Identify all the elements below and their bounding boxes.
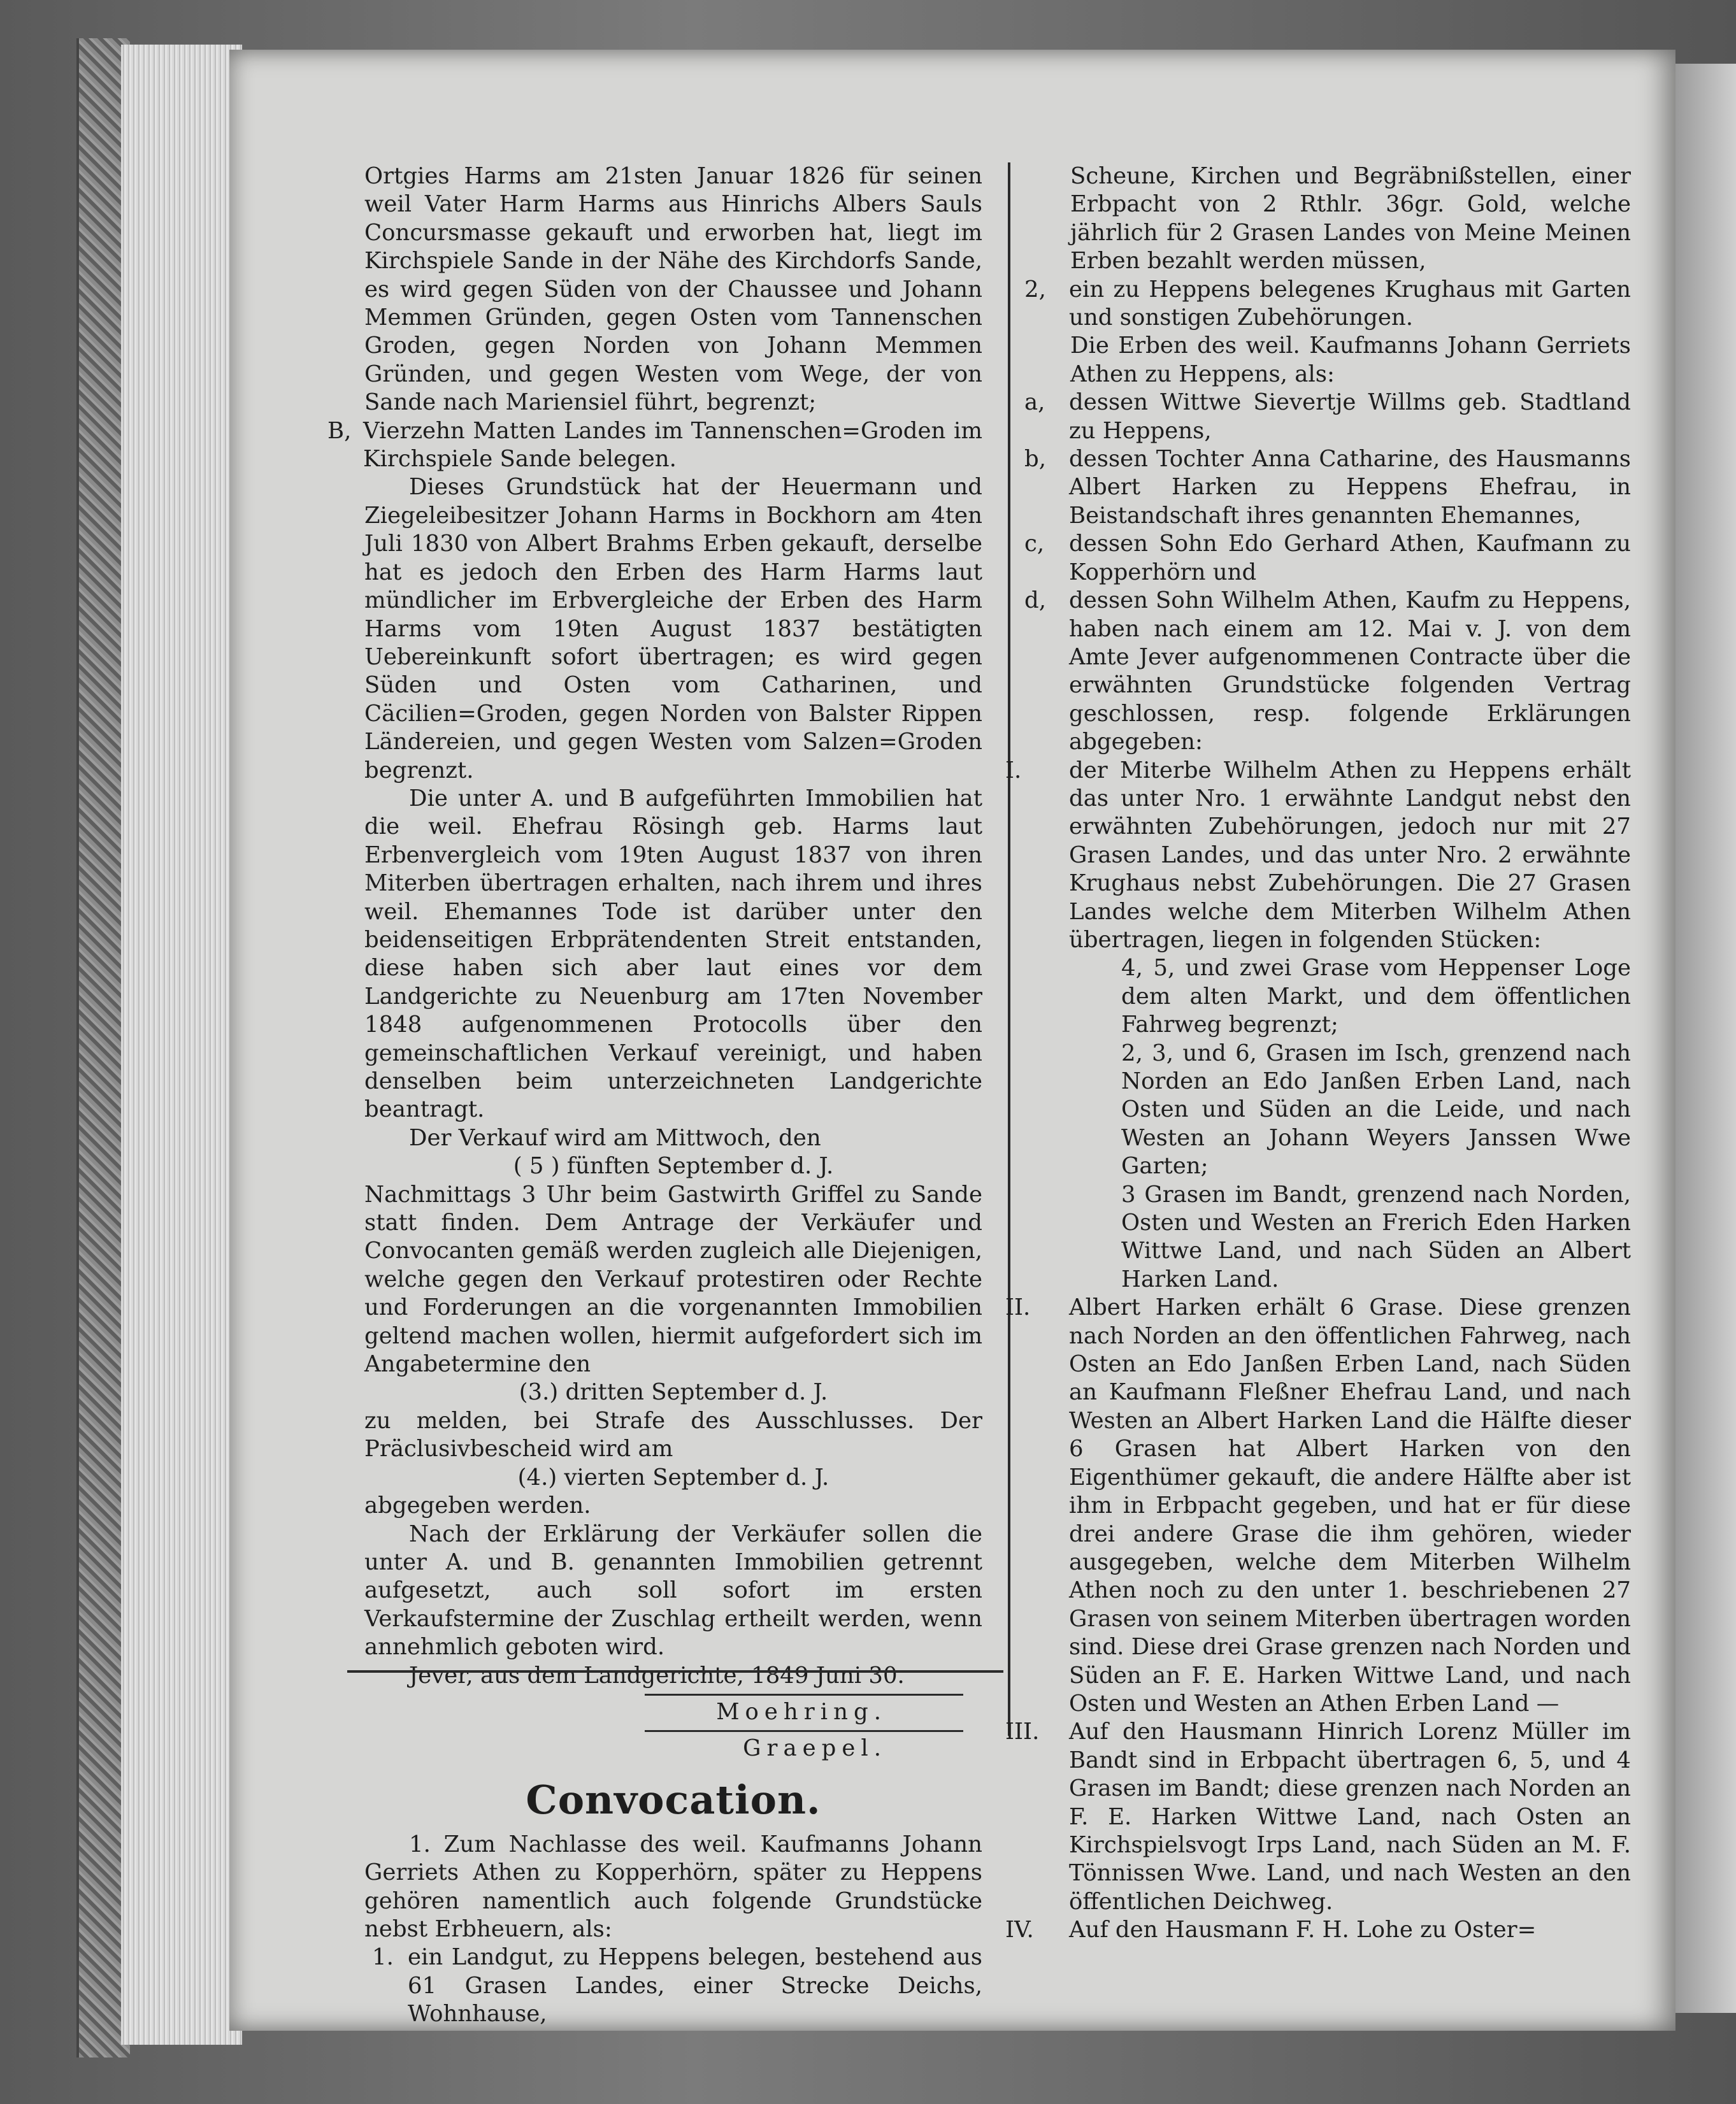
paragraph-aufforderung: Nachmittags 3 Uhr beim Gastwirth Griffel zu Sande statt finden. Dem Antrage der Verkäufer und Convocanten gemäß werden zugleich alle Diejenigen, welche gegen den Verkauf protestiren oder Rechte und Forderungen an die vorgenannten Immobilien geltend machen wollen, hiermit aufgefordert sich im Angabetermine den (364, 1181, 982, 1378)
item-text: dessen Sohn Edo Gerhard Athen, Kaufmann zu Kopperhörn und (1069, 531, 1631, 585)
item-landgut (364, 1943, 982, 2028)
sub-item-3: 3 Grasen im Bandt, grenzend nach Norden, Osten und Westen an Frerich Eden Harken Wittwe Land, und nach Süden an Albert Harken Land. (1121, 1181, 1631, 1292)
paragraph-abgegeben: abgegeben werden. (364, 1492, 591, 1519)
item-text: dessen Sohn Wilhelm Athen, Kaufm zu Heppens, haben nach einem am 12. Mai v. J. von dem Amte Jever aufgenommenen Contracte über die erwähnten Grundstücke folgenden Vertrag geschlossen, resp. folgende Erklärungen abgegeben: (1069, 587, 1631, 755)
next-page-edge (1675, 64, 1736, 2013)
signature-graepel: Graepel. (743, 1735, 887, 1762)
item-text: Albert Harken erhält 6 Grase. Diese grenzen nach Norden an den öffentlichen Fahrweg, nach Osten an Edo Janßen Erben Land, nach Süden an Kaufmann Fleßner Ehefrau Land, und nach Westen an Albert Harken Land die Hälfte dieser 6 Grasen hat Albert Harken von den Eigenthümer gekauft, die andere Hälfte aber ist ihm in Erbpacht gegeben, und hat er für diese drei andere Grase die ihm gehören, wieder ausgegeben, welche dem Miterben Wilhelm Athen noch zu den unter 1. beschriebenen 27 Grasen von seinem Miterben übertragen worden sind. Diese drei Grase grenzen nach Norden und Süden an F. E. Harken Wittwe Land, und nach Osten und Westen an Athen Erben Land — (1069, 1294, 1631, 1717)
item-b (327, 417, 982, 474)
item-text: der Miterbe Wilhelm Athen zu Heppens erhält das unter Nro. 1 erwähnte Landgut nebst den erwähnten Zubehörungen, jedoch nur mit 27 Grasen Landes, und das unter Nro. 2 erwähnte Krughaus nebst Zubehörungen. Die 27 Grasen Landes welche dem Miterben Wilhelm Athen übertragen, liegen in folgenden Stücken: (1069, 757, 1631, 953)
item-text: ein Landgut, zu Heppens belegen, bestehend aus 61 Grasen Landes, einer Strecke Deichs, Wohnhause, (408, 1944, 982, 2028)
paragraph-scheune: Scheune, Kirchen und Begräbnißstellen, einer Erbpacht von 2 Rthlr. 36gr. Gold, welche jährlich für 2 Grasen Landes von Meine Meinen Erben bezahlt werden müssen, (1070, 163, 1631, 275)
item-text: Auf den Hausmann Hinrich Lorenz Müller im Bandt sind in Erbpacht übertragen 6, 5, und 4 Grasen im Bandt; diese grenzen nach Norden an F. E. Harken Wittwe Land, nach Osten an Kirchspielsvogt Irps Land, nach Süden an M. F. Tönnissen Wwe. Land, und nach Westen an den öffentlichen Deichweg. (1069, 1719, 1631, 1915)
item-2 (1024, 276, 1631, 333)
paragraph-erklaerung: Nach der Erklärung der Verkäufer sollen die unter A. und B. genannten Immobilien getrennt aufgesetzt, auch soll sofort im ersten Verkaufstermine der Zuschlag ertheilt werden, wenn annehmlich geboten wird. (364, 1521, 982, 1661)
sub-item-1: 4, 5, und zwei Grase vom Heppenser Loge dem alten Markt, und dem öffentlichen Fahrweg begrenzt; (1121, 955, 1631, 1038)
right-column (1005, 162, 1631, 1945)
item-label: 1. (372, 1944, 394, 1971)
item-label: b, (1024, 446, 1047, 473)
date-verkauf: ( 5 ) fünften September d. J. (513, 1153, 834, 1180)
item-label: a, (1024, 389, 1045, 416)
item-label: II. (1005, 1294, 1031, 1321)
item-roman-I (1005, 757, 1631, 955)
paragraph-grundstueck-b: Dieses Grundstück hat der Heuermann und Ziegeleibesitzer Johann Harms in Bockhorn am 4ten Juli 1830 von Albert Brahms Erben gekauft, derselbe hat es jedoch den Erben des Harm Harms laut mündlicher im Erbvergleiche der Erben des Harm Harms vom 19ten August 1837 bestätigten Uebereinkunft sofort übertragen; es wird gegen Süden und Osten vom Catharinen, und Cäcilien=Groden, gegen Norden von Balster Rippen Ländereien, und gegen Westen vom Salzen=Groden begrenzt. (364, 474, 982, 784)
item-text: Auf den Hausmann F. H. Lohe zu Oster= (1069, 1917, 1537, 1943)
paragraph-verkauf: Der Verkauf wird am Mittwoch, den (409, 1124, 821, 1151)
signature-rule (645, 1730, 963, 1732)
item-roman-II (1005, 1294, 1631, 1718)
item-label: 2, (1024, 276, 1046, 303)
item-c (1024, 530, 1631, 587)
item-label: B, (327, 417, 352, 444)
paragraph-grundstueck-a: Ortgies Harms am 21sten Januar 1826 für seinen weil Vater Harm Harms aus Hinrichs Albers Sauls Concursmasse gekauft und erworben hat, liegt im Kirchspiele Sande in der Nähe des Kirchdorfs Sande, es wird gegen Süden von der Chaussee und Johann Memmen Gründen, gegen Osten vom Tannenschen Groden, gegen Norden von Johann Memmen Gründen, und gegen Westen vom Wege, der von Sande nach Mariensiel führt, begrenzt; (364, 163, 982, 416)
paragraph-erbvergleich: Die unter A. und B aufgeführten Immobilien hat die weil. Ehefrau Rösingh geb. Harms laut Erbenvergleich vom 19ten August 1837 von ihren Miterben übertragen erhalten, nach ihrem und ihres weil. Ehemannes Tode ist darüber unter den beidenseitigen Erbprätendenten Streit entstanden, diese haben sich aber laut eines vor dem Landgerichte zu Neuenburg am 17ten November 1848 aufgenommenen Protocolls über den gemeinschaftlichen Verkauf vereinigt, und haben denselben beim unterzeichneten Landgerichte beantragt. (364, 785, 982, 1123)
section-heading-convocation: Convocation. (526, 1776, 821, 1823)
page-stack-edge (121, 45, 242, 2045)
paragraph-convocation-1: 1. Zum Nachlasse des weil. Kaufmanns Johann Gerriets Athen zu Kopperhörn, später zu Heppens gehören namentlich auch folgende Grundstücke nebst Erbheuern, als: (364, 1831, 982, 1942)
date-bescheid: (4.) vierten September d. J. (517, 1464, 829, 1491)
heading-top-rule (347, 1670, 1003, 1673)
sub-item-2: 2, 3, und 6, Grasen im Isch, grenzend nach Norden an Edo Janßen Erben Land, nach Osten und Süden an die Leide, und nach Westen an Johann Weyers Janssen Wwe Garten; (1121, 1040, 1631, 1180)
item-roman-IV (1005, 1916, 1631, 1944)
signature-moehring: Moehring. (716, 1698, 887, 1725)
item-text: dessen Wittwe Sievertje Willms geb. Stadtland zu Heppens, (1069, 389, 1631, 444)
item-a (1024, 389, 1631, 445)
date-angabetermin: (3.) dritten September d. J. (519, 1379, 828, 1406)
item-d (1024, 587, 1631, 756)
place-date-line: Jever, aus dem Landgerichte, 1849 Juni 30. (409, 1662, 905, 1689)
paragraph-erben: Die Erben des weil. Kaufmanns Johann Gerriets Athen zu Heppens, als: (1070, 333, 1631, 387)
signature-rule (645, 1694, 963, 1696)
item-text: ein zu Heppens belegenes Krughaus mit Garten und sonstigen Zubehörungen. (1069, 276, 1631, 331)
item-label: IV. (1005, 1917, 1034, 1943)
left-column (327, 162, 982, 2029)
item-label: III. (1005, 1719, 1040, 1745)
item-text: dessen Tochter Anna Catharine, des Hausmanns Albert Harken zu Heppens Ehefrau, in Beistandschaft ihres genannten Ehemannes, (1069, 446, 1631, 529)
item-label: c, (1024, 531, 1045, 557)
item-label: I. (1005, 757, 1022, 784)
item-label: d, (1024, 587, 1047, 614)
item-text: Vierzehn Matten Landes im Tannenschen=Groden im Kirchspiele Sande belegen. (363, 417, 982, 473)
paragraph-praeclusiv: zu melden, bei Strafe des Ausschlusses. Der Präclusivbescheid wird am (364, 1407, 982, 1463)
item-roman-III (1005, 1718, 1631, 1916)
item-b (1024, 445, 1631, 530)
